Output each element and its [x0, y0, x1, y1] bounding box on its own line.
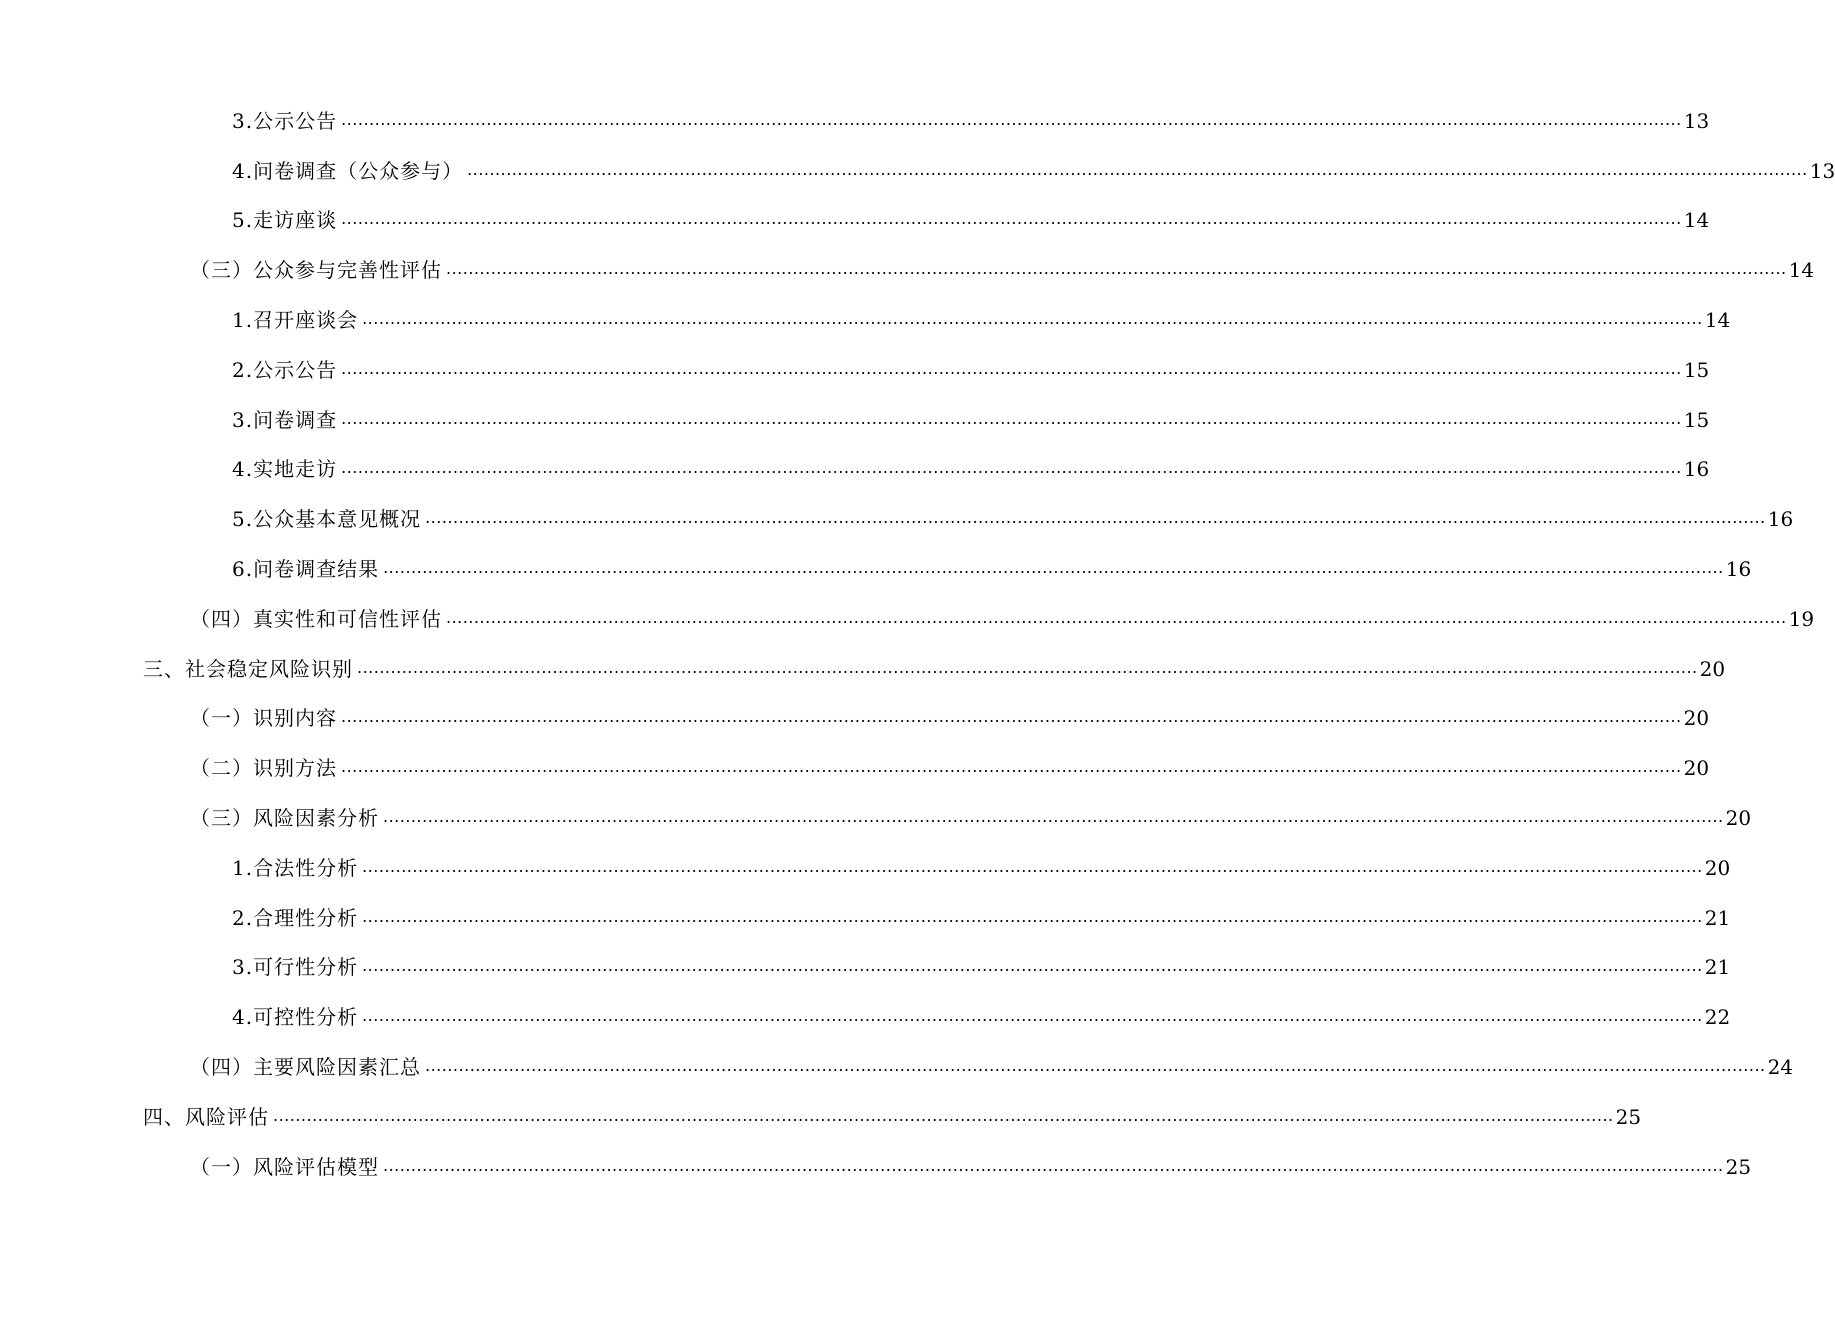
toc-dot-leader: ................................................................................................................................................................................................................................................ — [341, 458, 1682, 478]
toc-entry-title: 4.可控性分析 — [232, 1005, 359, 1030]
toc-entry[interactable] — [0, 1142, 1752, 1192]
toc-entry[interactable] — [0, 494, 1794, 544]
toc-entry[interactable] — [0, 843, 1731, 893]
toc-dot-leader: ................................................................................................................................................................................................................................................ — [341, 408, 1682, 428]
toc-dot-leader: ................................................................................................................................................................................................................................................ — [383, 1155, 1724, 1175]
toc-entry[interactable] — [0, 395, 1710, 445]
toc-dot-leader: ................................................................................................................................................................................................................................................ — [357, 657, 1698, 677]
toc-entry-title: （二）识别方法 — [190, 756, 337, 781]
toc-entry[interactable] — [0, 893, 1731, 943]
toc-entry-title: 4.实地走访 — [232, 457, 338, 482]
toc-dot-leader: ................................................................................................................................................................................................................................................ — [362, 309, 1703, 329]
toc-entry[interactable] — [0, 544, 1752, 594]
toc-dot-leader: ................................................................................................................................................................................................................................................ — [362, 1006, 1703, 1026]
toc-dot-leader: ................................................................................................................................................................................................................................................ — [425, 508, 1766, 528]
toc-page-number: 20 — [1683, 756, 1710, 781]
toc-entry[interactable] — [0, 694, 1710, 744]
toc-entry-title: 4.问卷调查（公众参与） — [232, 158, 464, 183]
toc-entry[interactable] — [0, 96, 1710, 146]
toc-entry[interactable] — [0, 644, 1726, 694]
toc-entry-title: （三）风险因素分析 — [190, 806, 379, 831]
toc-page-number: 22 — [1704, 1005, 1731, 1030]
toc-entry[interactable] — [0, 793, 1752, 843]
toc-entry-title: （一）风险评估模型 — [190, 1154, 379, 1179]
toc-dot-leader: ................................................................................................................................................................................................................................................ — [362, 956, 1703, 976]
toc-page-number: 19 — [1788, 606, 1815, 631]
toc-entry[interactable] — [0, 146, 1835, 196]
toc-entry-title: （三）公众参与完善性评估 — [190, 258, 442, 283]
toc-entry[interactable] — [0, 445, 1710, 495]
toc-dot-leader: ................................................................................................................................................................................................................................................ — [467, 159, 1808, 179]
toc-dot-leader: ................................................................................................................................................................................................................................................ — [383, 558, 1724, 578]
toc-page-number: 16 — [1683, 457, 1710, 482]
toc-entry[interactable] — [0, 245, 1815, 295]
toc-entry-title: （一）识别内容 — [190, 706, 337, 731]
toc-entry-title: 3.可行性分析 — [232, 955, 359, 980]
toc-entry-title: 2.公示公告 — [232, 357, 338, 382]
toc-dot-leader: ................................................................................................................................................................................................................................................ — [362, 856, 1703, 876]
toc-page-number: 13 — [1683, 108, 1710, 133]
toc-entry[interactable] — [0, 743, 1710, 793]
toc-dot-leader: ................................................................................................................................................................................................................................................ — [341, 109, 1682, 129]
toc-dot-leader: ................................................................................................................................................................................................................................................ — [341, 358, 1682, 378]
toc-page-number: 20 — [1699, 656, 1726, 681]
toc-page-number: 21 — [1704, 955, 1731, 980]
toc-entry-title: 2.合理性分析 — [232, 905, 359, 930]
toc-page-number: 25 — [1725, 1154, 1752, 1179]
toc-dot-leader: ................................................................................................................................................................................................................................................ — [446, 259, 1787, 279]
toc-entry-title: 三、社会稳定风险识别 — [143, 656, 353, 681]
toc-entry-title: 1.合法性分析 — [232, 855, 359, 880]
toc-entry-title: 3.公示公告 — [232, 108, 338, 133]
toc-entry[interactable] — [0, 1042, 1794, 1092]
toc-entry[interactable] — [0, 295, 1731, 345]
toc-entry[interactable] — [0, 345, 1710, 395]
toc-entry-title: 6.问卷调查结果 — [232, 557, 380, 582]
toc-dot-leader: ................................................................................................................................................................................................................................................ — [425, 1056, 1766, 1076]
table-of-contents — [0, 96, 1835, 1192]
toc-entry-title: 5.走访座谈 — [232, 208, 338, 233]
toc-dot-leader: ................................................................................................................................................................................................................................................ — [383, 807, 1724, 827]
toc-entry-title: （四）真实性和可信性评估 — [190, 606, 442, 631]
toc-page-number: 14 — [1788, 258, 1815, 283]
toc-page-number: 20 — [1683, 706, 1710, 731]
toc-entry[interactable] — [0, 594, 1815, 644]
toc-dot-leader: ................................................................................................................................................................................................................................................ — [273, 1105, 1614, 1125]
toc-dot-leader: ................................................................................................................................................................................................................................................ — [341, 757, 1682, 777]
toc-page-number: 16 — [1767, 507, 1794, 532]
toc-page-number: 13 — [1809, 158, 1835, 183]
toc-page-number: 16 — [1725, 557, 1752, 582]
toc-entry[interactable] — [0, 992, 1731, 1042]
toc-entry-title: 四、风险评估 — [143, 1104, 269, 1129]
toc-page-number: 25 — [1615, 1104, 1642, 1129]
toc-page-number: 21 — [1704, 905, 1731, 930]
toc-entry-title: 3.问卷调查 — [232, 407, 338, 432]
toc-page-number: 15 — [1683, 357, 1710, 382]
toc-page-number: 24 — [1767, 1055, 1794, 1080]
toc-entry[interactable] — [0, 943, 1731, 993]
toc-entry-title: （四）主要风险因素汇总 — [190, 1055, 421, 1080]
toc-entry-title: 5.公众基本意见概况 — [232, 507, 422, 532]
toc-entry[interactable] — [0, 196, 1710, 246]
toc-page-number: 20 — [1704, 855, 1731, 880]
toc-entry-title: 1.召开座谈会 — [232, 308, 359, 333]
toc-page-number: 20 — [1725, 806, 1752, 831]
toc-entry[interactable] — [0, 1092, 1642, 1142]
toc-dot-leader: ................................................................................................................................................................................................................................................ — [362, 906, 1703, 926]
toc-page-number: 15 — [1683, 407, 1710, 432]
toc-page-number: 14 — [1683, 208, 1710, 233]
toc-dot-leader: ................................................................................................................................................................................................................................................ — [341, 209, 1682, 229]
toc-dot-leader: ................................................................................................................................................................................................................................................ — [446, 607, 1787, 627]
toc-dot-leader: ................................................................................................................................................................................................................................................ — [341, 707, 1682, 727]
toc-page-number: 14 — [1704, 308, 1731, 333]
